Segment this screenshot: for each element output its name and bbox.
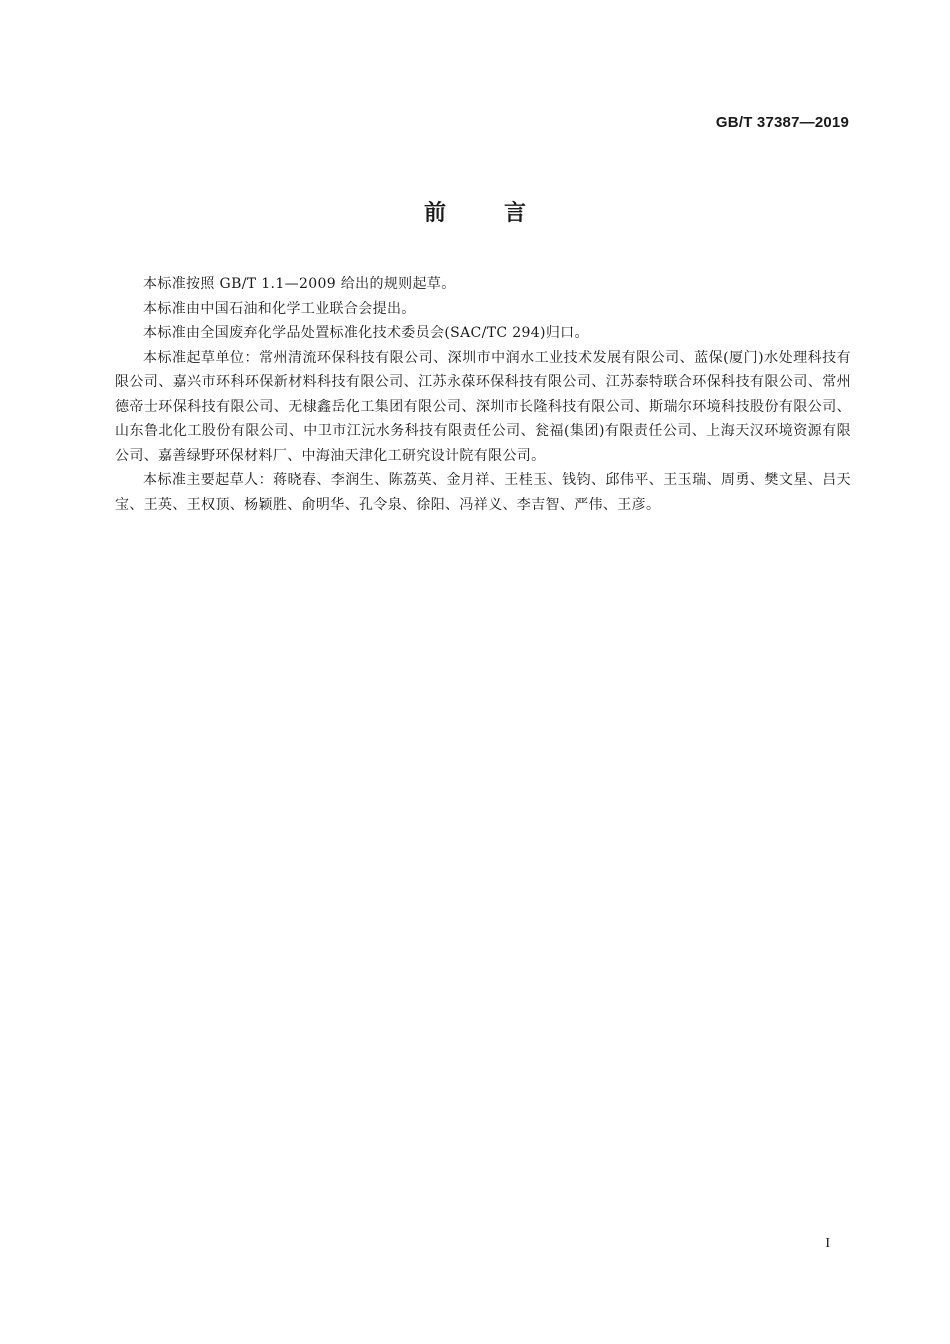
foreword-body xyxy=(115,272,851,517)
paragraph-technical-committee: 本标准由全国废弃化学品处置标准化技术委员会(SAC/TC 294)归口。 xyxy=(143,325,589,341)
paragraph-drafters: 本标准主要起草人：蒋晓春、李润生、陈荔英、金月祥、王桂玉、钱钧、邱伟平、王玉瑞、周勇、樊文星、吕天宝、王英、王权顶、杨颖胜、俞明华、孔令泉、徐阳、冯祥义、李吉智、严伟、王彦。 xyxy=(115,472,851,513)
standard-code: GB/T 37387—2019 xyxy=(715,114,849,131)
page-title: 前言 xyxy=(423,201,584,226)
page-number: I xyxy=(825,1236,830,1251)
paragraph-proposer: 本标准由中国石油和化学工业联合会提出。 xyxy=(143,300,416,317)
paragraph-drafting-units: 本标准起草单位：常州清流环保科技有限公司、深圳市中润水工业技术发展有限公司、蓝保(厦门)水处理科技有限公司、嘉兴市环科环保新材料科技有限公司、江苏永葆环保科技有限公司、江苏泰特联合环保科技有限公司、常州德帝士环保科技有限公司、无棣鑫岳化工集团有限公司、深圳市长隆科技有限公司、斯瑞尔环境科技股份有限公司、山东鲁北化工股份有限公司、中卫市江沅水务科技有限责任公司、瓮福(集团)有限责任公司、上海天汉环境资源有限公司、嘉善绿野环保材料厂、中海油天津化工研究设计院有限公司。 xyxy=(115,349,851,464)
paragraph-drafting-rules: 本标准按照 GB/T 1.1—2009 给出的规则起草。 xyxy=(143,276,456,292)
